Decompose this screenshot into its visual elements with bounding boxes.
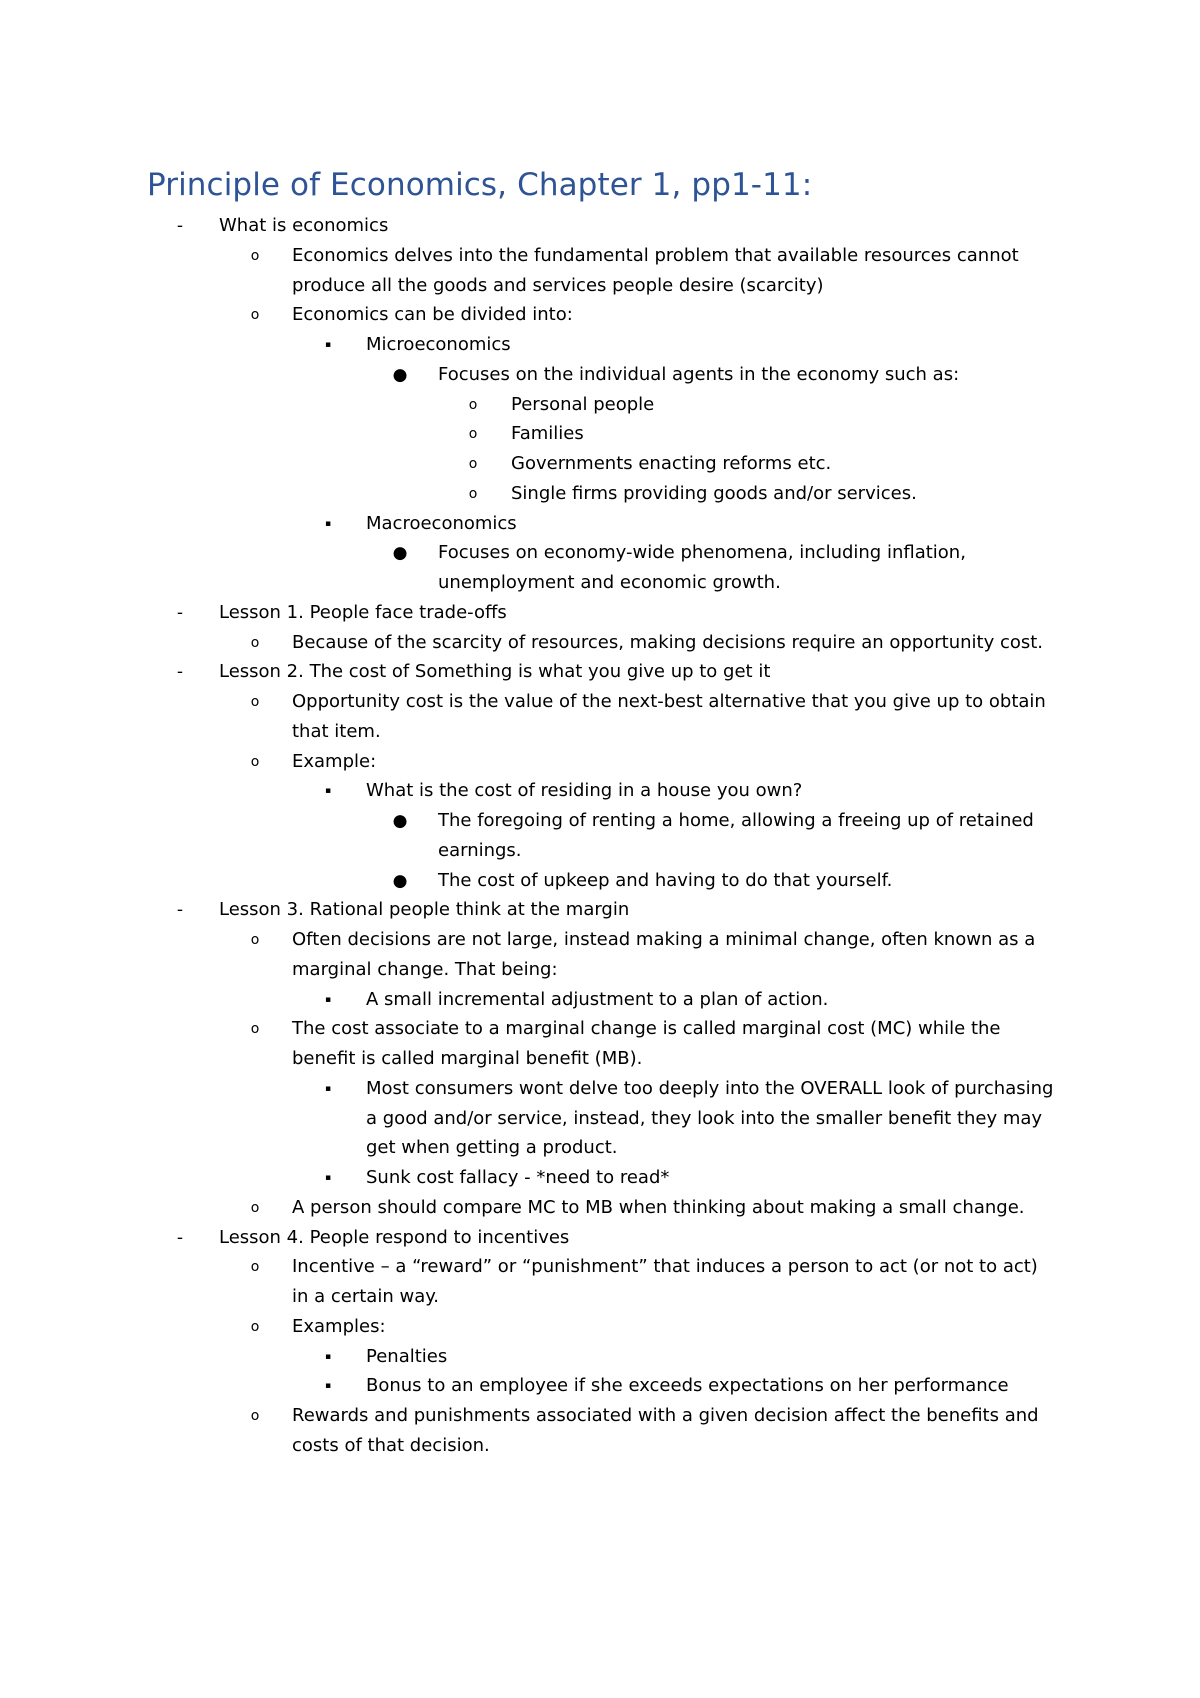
list-item: Incentive – a “reward” or “punishment” that induces a person to act (or not to act)	[292, 1256, 1038, 1277]
list-item: costs of that decision.	[292, 1435, 490, 1456]
circle-bullet-icon: o	[468, 397, 478, 413]
list-item: Often decisions are not large, instead making a minimal change, often known as a	[292, 929, 1036, 950]
list-item: Microeconomics	[366, 334, 511, 355]
circle-bullet-icon: o	[250, 1021, 260, 1037]
list-item: Lesson 3. Rational people think at the margin	[219, 899, 630, 920]
circle-bullet-icon: o	[250, 635, 260, 651]
circle-bullet-icon: o	[250, 1319, 260, 1335]
circle-bullet-icon: o	[468, 486, 478, 502]
square-bullet-icon: ▪	[324, 1173, 332, 1183]
list-item: in a certain way.	[292, 1286, 440, 1307]
list-item: The cost associate to a marginal change is called marginal cost (MC) while the	[292, 1018, 1001, 1039]
square-bullet-icon: ▪	[324, 1381, 332, 1391]
circle-bullet-icon: o	[250, 754, 260, 770]
list-item: A person should compare MC to MB when thinking about making a small change.	[292, 1197, 1025, 1218]
list-item: unemployment and economic growth.	[438, 572, 781, 593]
list-item: get when getting a product.	[366, 1137, 618, 1158]
list-item: benefit is called marginal benefit (MB).	[292, 1048, 643, 1069]
list-item: What is economics	[219, 215, 389, 236]
circle-bullet-icon: o	[250, 307, 260, 323]
list-item: Economics can be divided into:	[292, 304, 573, 325]
list-item: Families	[511, 423, 584, 444]
list-item: Governments enacting reforms etc.	[511, 453, 832, 474]
list-item: that item.	[292, 721, 381, 742]
list-item: Economics delves into the fundamental problem that available resources cannot	[292, 245, 1019, 266]
circle-bullet-icon: o	[250, 248, 260, 264]
circle-bullet-icon: o	[250, 1259, 260, 1275]
square-bullet-icon: ▪	[324, 340, 332, 350]
circle-bullet-icon: o	[250, 1408, 260, 1424]
list-item: marginal change. That being:	[292, 959, 558, 980]
circle-bullet-icon: o	[250, 1200, 260, 1216]
list-item: produce all the goods and services people desire (scarcity)	[292, 275, 824, 296]
list-item: The cost of upkeep and having to do that yourself.	[438, 870, 893, 891]
list-item: Penalties	[366, 1346, 448, 1367]
list-item: Opportunity cost is the value of the next-best alternative that you give up to obtain	[292, 691, 1046, 712]
list-item: Lesson 2. The cost of Something is what you give up to get it	[219, 661, 771, 682]
circle-bullet-icon: o	[250, 932, 260, 948]
circle-bullet-icon: o	[250, 694, 260, 710]
list-item: A small incremental adjustment to a plan of action.	[366, 989, 829, 1010]
list-item: Macroeconomics	[366, 513, 517, 534]
dash-bullet-icon: -	[176, 216, 184, 236]
dash-bullet-icon: -	[176, 662, 184, 682]
dot-bullet-icon: ●	[392, 543, 408, 563]
dot-bullet-icon: ●	[392, 811, 408, 831]
list-item: Sunk cost fallacy - *need to read*	[366, 1167, 670, 1188]
dash-bullet-icon: -	[176, 1228, 184, 1248]
circle-bullet-icon: o	[468, 426, 478, 442]
square-bullet-icon: ▪	[324, 995, 332, 1005]
list-item: Focuses on economy-wide phenomena, including inflation,	[438, 542, 966, 563]
square-bullet-icon: ▪	[324, 519, 332, 529]
list-item: Lesson 1. People face trade-offs	[219, 602, 507, 623]
dash-bullet-icon: -	[176, 900, 184, 920]
list-item: Personal people	[511, 394, 655, 415]
list-item: Single firms providing goods and/or services.	[511, 483, 917, 504]
dash-bullet-icon: -	[176, 603, 184, 623]
list-item: Lesson 4. People respond to incentives	[219, 1227, 570, 1248]
page-title: Principle of Economics, Chapter 1, pp1-11:	[147, 167, 813, 203]
list-item: Example:	[292, 751, 377, 772]
list-item: What is the cost of residing in a house you own?	[366, 780, 803, 801]
dot-bullet-icon: ●	[392, 871, 408, 891]
square-bullet-icon: ▪	[324, 1084, 332, 1094]
list-item: Bonus to an employee if she exceeds expectations on her performance	[366, 1375, 1009, 1396]
list-item: Focuses on the individual agents in the economy such as:	[438, 364, 960, 385]
list-item: Most consumers wont delve too deeply into the OVERALL look of purchasing	[366, 1078, 1054, 1099]
list-item: earnings.	[438, 840, 522, 861]
list-item: The foregoing of renting a home, allowing a freeing up of retained	[438, 810, 1034, 831]
list-item: Examples:	[292, 1316, 386, 1337]
dot-bullet-icon: ●	[392, 365, 408, 385]
list-item: Rewards and punishments associated with a given decision affect the benefits and	[292, 1405, 1039, 1426]
list-item: a good and/or service, instead, they look into the smaller benefit they may	[366, 1108, 1043, 1129]
list-item: Because of the scarcity of resources, making decisions require an opportunity cost.	[292, 632, 1044, 653]
square-bullet-icon: ▪	[324, 1352, 332, 1362]
circle-bullet-icon: o	[468, 456, 478, 472]
square-bullet-icon: ▪	[324, 786, 332, 796]
